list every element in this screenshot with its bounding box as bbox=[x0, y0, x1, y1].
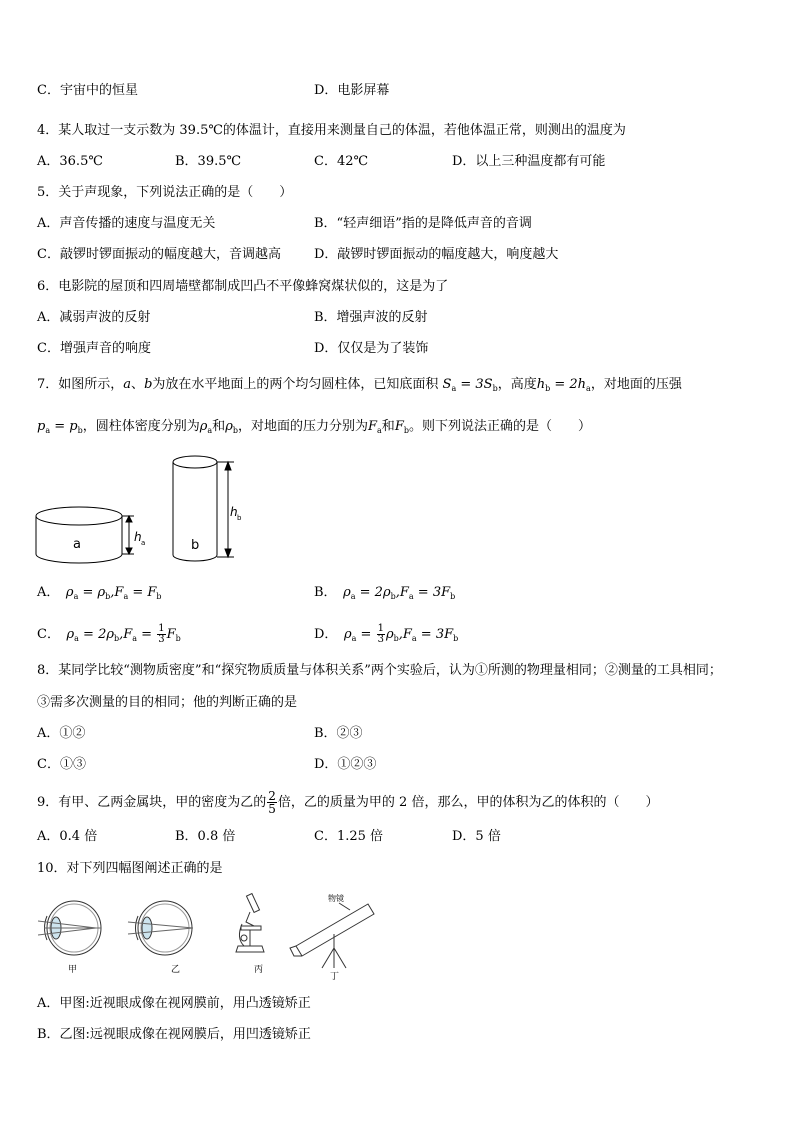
q7-option-d[interactable]: D． $\rho_a$ = $\frac{1}{3}$ $\rho_b,F_a = 3F_b$ bbox=[314, 623, 459, 645]
q7-stem-part: 7．如图所示， bbox=[37, 377, 124, 392]
q5-option-b[interactable]: B．“轻声细语”指的是降低声音的音调 bbox=[314, 216, 532, 231]
q4-option-c[interactable]: C．42℃ bbox=[314, 154, 369, 169]
q10-option-a[interactable]: A．甲图:近视眼成像在视网膜前，用凸透镜矫正 bbox=[37, 996, 311, 1011]
cylinder-a bbox=[36, 507, 122, 563]
q9-stem bbox=[37, 790, 658, 815]
eye-jia-figure bbox=[38, 901, 101, 955]
q9-stem-part: 9．有甲、乙两金属块，甲的密度为乙的 bbox=[37, 795, 267, 810]
telescope-figure bbox=[290, 903, 374, 968]
height-b-subscript: b bbox=[237, 514, 242, 522]
q7-force-b: $F_b$ bbox=[394, 419, 409, 435]
q5-options-row-1 bbox=[0, 215, 794, 233]
q7-options-row-2 bbox=[0, 623, 794, 645]
q7-option-c[interactable]: C． $\rho_a = 2\rho_b,F_a$ = $\frac{1}{3}$ $F_b$ bbox=[37, 623, 181, 645]
q7-rho-a: $\rho_a$ bbox=[199, 419, 213, 435]
q8-option-d[interactable]: D．①②③ bbox=[314, 757, 377, 772]
q7-option-a[interactable]: A． $\rho_a = \rho_b,F_a = F_b$ bbox=[37, 585, 162, 601]
q8-stem-line-1: 8．某同学比较“测物质密度”和“探究物质质量与体积关系”两个实验后，认为①所测的物理量相同；②测量的工具相同； bbox=[37, 663, 722, 678]
q4-option-d[interactable]: D．以上三种温度都有可能 bbox=[452, 154, 606, 169]
q7-stem-part: 为放在水平地面上的两个均匀圆柱体，已知底面积 bbox=[152, 377, 439, 392]
q7-stem-part: 。则下列说法正确的是（ ） bbox=[408, 419, 591, 434]
q6-options-row-1 bbox=[0, 309, 794, 327]
fig-label-ding: 丁 bbox=[330, 972, 340, 980]
q7-stem-part: ，圆柱体密度分别为 bbox=[82, 419, 200, 434]
q7-stem-part: ，对地面的压力分别为 bbox=[237, 419, 368, 434]
q9-option-b[interactable]: B．0.8 倍 bbox=[175, 829, 236, 844]
q8-option-b[interactable]: B．②③ bbox=[314, 726, 363, 741]
q4-option-a[interactable]: A．36.5℃ bbox=[37, 154, 103, 169]
q7-option-b[interactable]: B． $\rho_a = 2\rho_b,F_a = 3F_b$ bbox=[314, 585, 456, 601]
q7-cylinders-figure bbox=[30, 450, 250, 580]
q9-option-c[interactable]: C．1.25 倍 bbox=[314, 829, 384, 844]
q10-figures bbox=[38, 888, 388, 980]
q7-var-a: a bbox=[123, 377, 132, 392]
q9-fraction: $\frac{2}{5}$ bbox=[268, 789, 276, 816]
q7-stem-part: ，对地面的压强 bbox=[590, 377, 682, 392]
q7-separator: 、 bbox=[131, 377, 145, 392]
q4-option-b[interactable]: B．39.5℃ bbox=[175, 154, 242, 169]
q5-option-a[interactable]: A．声音传播的速度与温度无关 bbox=[37, 216, 216, 231]
q10-stem: 10．对下列四幅图阐述正确的是 bbox=[37, 861, 223, 876]
q10-option-b[interactable]: B．乙图:远视眼成像在视网膜后，用凹透镜矫正 bbox=[37, 1027, 311, 1042]
q6-options-row-2 bbox=[0, 340, 794, 358]
q7-stem-part: ，高度 bbox=[497, 377, 537, 392]
q5-stem: 5．关于声现象，下列说法正确的是（ ） bbox=[37, 185, 293, 200]
q7-stem-line-2 bbox=[37, 418, 591, 440]
q7-stem-part: 和 bbox=[381, 419, 395, 434]
q7-stem-line-1 bbox=[37, 376, 682, 398]
q7-var-b: b bbox=[144, 377, 153, 392]
q3-option-d[interactable]: D．电影屏幕 bbox=[314, 83, 390, 98]
q7-pressure-equation: $p_a = p_b$ bbox=[37, 419, 83, 435]
height-a-label: h bbox=[134, 530, 142, 544]
q9-options-row bbox=[0, 828, 794, 846]
q6-option-d[interactable]: D．仅仅是为了装饰 bbox=[314, 341, 429, 356]
q7-stem-part: 和 bbox=[212, 419, 226, 434]
microscope-figure bbox=[236, 894, 264, 952]
q7-force-a: $F_a$ bbox=[367, 419, 382, 435]
height-b-label: h bbox=[230, 505, 238, 519]
q4-stem: 4．某人取过一支示数为 39.5℃的体温计，直接用来测量自己的体温，若他体温正常，则测出的温度为 bbox=[37, 123, 626, 138]
eye-yi-figure bbox=[128, 901, 193, 955]
q9-stem-part: 倍，乙的质量为甲的 2 倍，那么，甲的体积为乙的体积的（ ） bbox=[277, 795, 659, 810]
cylinder-a-label: a bbox=[73, 537, 81, 552]
cylinder-b-label: b bbox=[191, 538, 200, 553]
height-a-dimension bbox=[122, 516, 134, 554]
q6-option-b[interactable]: B．增强声波的反射 bbox=[314, 310, 428, 325]
q9-option-a[interactable]: A．0.4 倍 bbox=[37, 829, 98, 844]
q7-option-d-fraction: $\frac{1}{3}$ bbox=[377, 623, 384, 645]
q3-option-c[interactable]: C．宇宙中的恒星 bbox=[37, 83, 138, 98]
q5-option-c[interactable]: C．敲锣时锣面振动的幅度越大，音调越高 bbox=[37, 247, 281, 262]
q5-options-row-2 bbox=[0, 246, 794, 264]
q6-option-c[interactable]: C．增强声音的响度 bbox=[37, 341, 151, 356]
q6-option-a[interactable]: A．减弱声波的反射 bbox=[37, 310, 151, 325]
q4-options-row bbox=[0, 153, 794, 171]
fig-label-yi: 乙 bbox=[171, 965, 181, 975]
q7-option-c-fraction: $\frac{1}{3}$ bbox=[158, 623, 165, 645]
height-a-subscript: a bbox=[141, 539, 146, 547]
q7-height-equation: $h_b = 2h_a$ bbox=[536, 377, 591, 393]
q8-options-row-2 bbox=[0, 756, 794, 774]
q6-stem: 6．电影院的屋顶和四周墙壁都制成凹凸不平像蜂窝煤状似的，这是为了 bbox=[37, 279, 449, 294]
fig-label-bing: 丙 bbox=[254, 965, 264, 975]
telescope-objective-label: 物镜 bbox=[328, 894, 344, 903]
q3-options-row bbox=[0, 82, 794, 100]
q8-stem-line-2: ③需多次测量的目的相同；他的判断正确的是 bbox=[37, 695, 298, 710]
q8-options-row-1 bbox=[0, 725, 794, 743]
q8-option-c[interactable]: C．①③ bbox=[37, 757, 86, 772]
q9-option-d[interactable]: D．5 倍 bbox=[452, 829, 501, 844]
q8-option-a[interactable]: A．①② bbox=[37, 726, 86, 741]
q7-area-equation: $S_a = 3S_b$ bbox=[442, 377, 498, 393]
fig-label-jia: 甲 bbox=[68, 965, 78, 975]
q7-options-row-1 bbox=[0, 584, 794, 602]
q5-option-d[interactable]: D．敲锣时锣面振动的幅度越大，响度越大 bbox=[314, 247, 559, 262]
q7-rho-b: $\rho_b$ bbox=[225, 419, 238, 435]
